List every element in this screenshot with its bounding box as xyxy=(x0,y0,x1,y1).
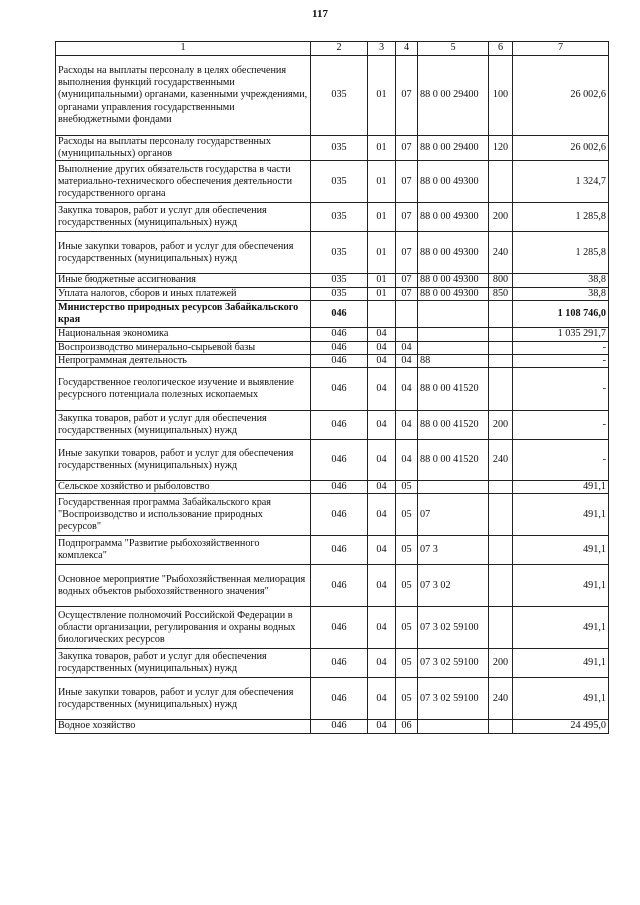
row-subsection-code: 07 xyxy=(396,56,418,136)
row-section-code: 04 xyxy=(368,607,396,649)
row-section-code: 01 xyxy=(368,287,396,300)
row-section-code: 01 xyxy=(368,161,396,203)
row-expense-type-code: 200 xyxy=(489,411,513,440)
row-amount: 491,1 xyxy=(513,678,609,720)
column-number-1: 1 xyxy=(56,42,311,56)
row-expense-type-code: 850 xyxy=(489,287,513,300)
row-name: Воспроизводство минерально-сырьевой базы xyxy=(56,341,311,354)
row-name: Государственная программа Забайкальского края "Воспроизводство и использование природных ресурсов" xyxy=(56,494,311,536)
row-target-code: 88 0 00 49300 xyxy=(418,232,489,274)
row-amount: 491,1 xyxy=(513,481,609,494)
row-amount: 1 285,8 xyxy=(513,203,609,232)
row-expense-type-code xyxy=(489,161,513,203)
row-admin-code: 035 xyxy=(311,56,368,136)
table-row xyxy=(56,287,609,300)
table-row xyxy=(56,411,609,440)
row-subsection-code: 06 xyxy=(396,720,418,733)
row-name: Иные закупки товаров, работ и услуг для обеспечения государственных (муниципальных) нужд xyxy=(56,440,311,481)
table-row xyxy=(56,300,609,327)
row-name: Осуществление полномочий Российской Федерации в области организации, регулирования и охраны водных биологических ресурсов xyxy=(56,607,311,649)
row-admin-code: 046 xyxy=(311,341,368,354)
table-row xyxy=(56,649,609,678)
row-subsection-code: 05 xyxy=(396,481,418,494)
row-amount: 1 108 746,0 xyxy=(513,300,609,327)
row-subsection-code xyxy=(396,327,418,341)
row-admin-code: 046 xyxy=(311,481,368,494)
row-admin-code: 035 xyxy=(311,232,368,274)
row-target-code: 07 3 02 xyxy=(418,565,489,607)
row-section-code: 04 xyxy=(368,411,396,440)
row-expense-type-code: 240 xyxy=(489,440,513,481)
row-admin-code: 046 xyxy=(311,494,368,536)
table-row xyxy=(56,440,609,481)
table-row xyxy=(56,274,609,287)
row-amount: - xyxy=(513,341,609,354)
row-name: Государственное геологическое изучение и выявление ресурсного потенциала полезных ископаемых xyxy=(56,368,311,411)
row-target-code: 88 xyxy=(418,355,489,368)
row-name: Уплата налогов, сборов и иных платежей xyxy=(56,287,311,300)
table-row xyxy=(56,136,609,161)
row-section-code: 04 xyxy=(368,565,396,607)
row-target-code: 88 0 00 49300 xyxy=(418,287,489,300)
row-amount: 38,8 xyxy=(513,287,609,300)
row-target-code: 07 3 02 59100 xyxy=(418,678,489,720)
row-amount: 24 495,0 xyxy=(513,720,609,733)
row-target-code xyxy=(418,720,489,733)
table-row xyxy=(56,536,609,565)
row-amount: - xyxy=(513,368,609,411)
row-target-code: 07 3 02 59100 xyxy=(418,607,489,649)
row-subsection-code: 07 xyxy=(396,161,418,203)
column-number-row xyxy=(56,42,609,56)
table-row xyxy=(56,720,609,733)
row-subsection-code: 07 xyxy=(396,274,418,287)
row-expense-type-code xyxy=(489,341,513,354)
row-expense-type-code xyxy=(489,536,513,565)
row-section-code: 01 xyxy=(368,203,396,232)
row-amount: 1 035 291,7 xyxy=(513,327,609,341)
row-subsection-code: 05 xyxy=(396,678,418,720)
row-section-code: 04 xyxy=(368,494,396,536)
row-subsection-code: 05 xyxy=(396,494,418,536)
row-section-code: 04 xyxy=(368,536,396,565)
row-target-code xyxy=(418,341,489,354)
row-expense-type-code xyxy=(489,565,513,607)
row-expense-type-code: 120 xyxy=(489,136,513,161)
row-admin-code: 046 xyxy=(311,649,368,678)
row-amount: - xyxy=(513,411,609,440)
row-expense-type-code xyxy=(489,481,513,494)
row-target-code: 88 0 00 41520 xyxy=(418,368,489,411)
row-section-code: 04 xyxy=(368,341,396,354)
row-subsection-code xyxy=(396,300,418,327)
row-amount: 38,8 xyxy=(513,274,609,287)
row-target-code: 07 xyxy=(418,494,489,536)
row-section-code: 04 xyxy=(368,440,396,481)
row-subsection-code: 04 xyxy=(396,440,418,481)
row-section-code: 04 xyxy=(368,327,396,341)
row-admin-code: 046 xyxy=(311,440,368,481)
table-row xyxy=(56,56,609,136)
table-row xyxy=(56,341,609,354)
row-amount: - xyxy=(513,355,609,368)
table-row xyxy=(56,481,609,494)
row-admin-code: 046 xyxy=(311,607,368,649)
column-number-3: 3 xyxy=(368,42,396,56)
table-row xyxy=(56,368,609,411)
row-section-code: 04 xyxy=(368,368,396,411)
row-expense-type-code: 800 xyxy=(489,274,513,287)
row-name: Выполнение других обязательств государства в части материально-технического обеспечения деятельности государственного органа xyxy=(56,161,311,203)
row-admin-code: 046 xyxy=(311,300,368,327)
row-target-code: 88 0 00 49300 xyxy=(418,203,489,232)
row-admin-code: 035 xyxy=(311,203,368,232)
row-admin-code: 046 xyxy=(311,678,368,720)
row-expense-type-code: 200 xyxy=(489,649,513,678)
row-expense-type-code xyxy=(489,607,513,649)
row-subsection-code: 05 xyxy=(396,536,418,565)
row-name: Подпрограмма "Развитие рыбохозяйственного комплекса" xyxy=(56,536,311,565)
row-amount: 491,1 xyxy=(513,536,609,565)
row-target-code: 88 0 00 49300 xyxy=(418,161,489,203)
row-expense-type-code: 100 xyxy=(489,56,513,136)
row-admin-code: 035 xyxy=(311,136,368,161)
row-subsection-code: 04 xyxy=(396,341,418,354)
table-row xyxy=(56,565,609,607)
row-subsection-code: 04 xyxy=(396,355,418,368)
row-section-code: 01 xyxy=(368,274,396,287)
budget-table-body xyxy=(56,42,609,734)
row-name: Иные бюджетные ассигнования xyxy=(56,274,311,287)
row-subsection-code: 07 xyxy=(396,136,418,161)
row-name: Основное мероприятие "Рыбохозяйственная мелиорация водных объектов рыбохозяйственного значения" xyxy=(56,565,311,607)
row-expense-type-code xyxy=(489,494,513,536)
row-name: Непрограммная деятельность xyxy=(56,355,311,368)
budget-table xyxy=(55,41,609,734)
table-row xyxy=(56,232,609,274)
row-amount: 26 002,6 xyxy=(513,136,609,161)
row-amount: 491,1 xyxy=(513,494,609,536)
row-target-code xyxy=(418,481,489,494)
table-row xyxy=(56,678,609,720)
row-expense-type-code: 240 xyxy=(489,232,513,274)
column-number-5: 5 xyxy=(418,42,489,56)
row-target-code: 88 0 00 49300 xyxy=(418,274,489,287)
row-name: Водное хозяйство xyxy=(56,720,311,733)
row-section-code: 01 xyxy=(368,56,396,136)
row-admin-code: 046 xyxy=(311,565,368,607)
row-expense-type-code xyxy=(489,327,513,341)
row-target-code xyxy=(418,300,489,327)
row-subsection-code: 07 xyxy=(396,287,418,300)
row-subsection-code: 05 xyxy=(396,649,418,678)
row-admin-code: 046 xyxy=(311,327,368,341)
table-row xyxy=(56,355,609,368)
column-number-4: 4 xyxy=(396,42,418,56)
row-section-code xyxy=(368,300,396,327)
row-amount: 491,1 xyxy=(513,607,609,649)
row-amount: 491,1 xyxy=(513,649,609,678)
row-target-code: 88 0 00 29400 xyxy=(418,56,489,136)
table-row xyxy=(56,327,609,341)
row-amount: 1 324,7 xyxy=(513,161,609,203)
row-target-code: 07 3 xyxy=(418,536,489,565)
row-name: Расходы на выплаты персоналу государственных (муниципальных) органов xyxy=(56,136,311,161)
row-admin-code: 035 xyxy=(311,274,368,287)
row-subsection-code: 04 xyxy=(396,411,418,440)
row-section-code: 04 xyxy=(368,355,396,368)
row-name: Закупка товаров, работ и услуг для обеспечения государственных (муниципальных) нужд xyxy=(56,203,311,232)
row-target-code: 88 0 00 41520 xyxy=(418,440,489,481)
row-subsection-code: 07 xyxy=(396,232,418,274)
row-admin-code: 046 xyxy=(311,355,368,368)
row-expense-type-code xyxy=(489,720,513,733)
row-section-code: 04 xyxy=(368,481,396,494)
row-name: Сельское хозяйство и рыболовство xyxy=(56,481,311,494)
row-target-code: 07 3 02 59100 xyxy=(418,649,489,678)
row-expense-type-code: 200 xyxy=(489,203,513,232)
row-name: Расходы на выплаты персоналу в целях обеспечения выполнения функций государственными (муниципальными) органами, казенными учреждениями, органами управления государственными внебюджетными фондами xyxy=(56,56,311,136)
row-admin-code: 046 xyxy=(311,411,368,440)
row-expense-type-code: 240 xyxy=(489,678,513,720)
row-amount: 26 002,6 xyxy=(513,56,609,136)
row-expense-type-code xyxy=(489,355,513,368)
row-admin-code: 046 xyxy=(311,720,368,733)
row-amount: - xyxy=(513,440,609,481)
table-row xyxy=(56,203,609,232)
row-section-code: 04 xyxy=(368,649,396,678)
table-row xyxy=(56,494,609,536)
row-admin-code: 035 xyxy=(311,161,368,203)
row-expense-type-code xyxy=(489,368,513,411)
row-subsection-code: 05 xyxy=(396,607,418,649)
table-row xyxy=(56,161,609,203)
row-admin-code: 046 xyxy=(311,536,368,565)
row-target-code: 88 0 00 41520 xyxy=(418,411,489,440)
row-section-code: 04 xyxy=(368,678,396,720)
row-name: Иные закупки товаров, работ и услуг для обеспечения государственных (муниципальных) нужд xyxy=(56,678,311,720)
row-subsection-code: 04 xyxy=(396,368,418,411)
row-name: Иные закупки товаров, работ и услуг для обеспечения государственных (муниципальных) нужд xyxy=(56,232,311,274)
row-name: Закупка товаров, работ и услуг для обеспечения государственных (муниципальных) нужд xyxy=(56,649,311,678)
row-amount: 1 285,8 xyxy=(513,232,609,274)
row-admin-code: 046 xyxy=(311,368,368,411)
column-number-7: 7 xyxy=(513,42,609,56)
row-name: Министерство природных ресурсов Забайкальского края xyxy=(56,300,311,327)
row-target-code xyxy=(418,327,489,341)
row-subsection-code: 05 xyxy=(396,565,418,607)
page-number: 117 xyxy=(312,8,328,20)
row-section-code: 04 xyxy=(368,720,396,733)
column-number-2: 2 xyxy=(311,42,368,56)
row-section-code: 01 xyxy=(368,232,396,274)
row-name: Национальная экономика xyxy=(56,327,311,341)
row-expense-type-code xyxy=(489,300,513,327)
row-amount: 491,1 xyxy=(513,565,609,607)
row-target-code: 88 0 00 29400 xyxy=(418,136,489,161)
row-subsection-code: 07 xyxy=(396,203,418,232)
table-row xyxy=(56,607,609,649)
row-name: Закупка товаров, работ и услуг для обеспечения государственных (муниципальных) нужд xyxy=(56,411,311,440)
row-section-code: 01 xyxy=(368,136,396,161)
column-number-6: 6 xyxy=(489,42,513,56)
row-admin-code: 035 xyxy=(311,287,368,300)
